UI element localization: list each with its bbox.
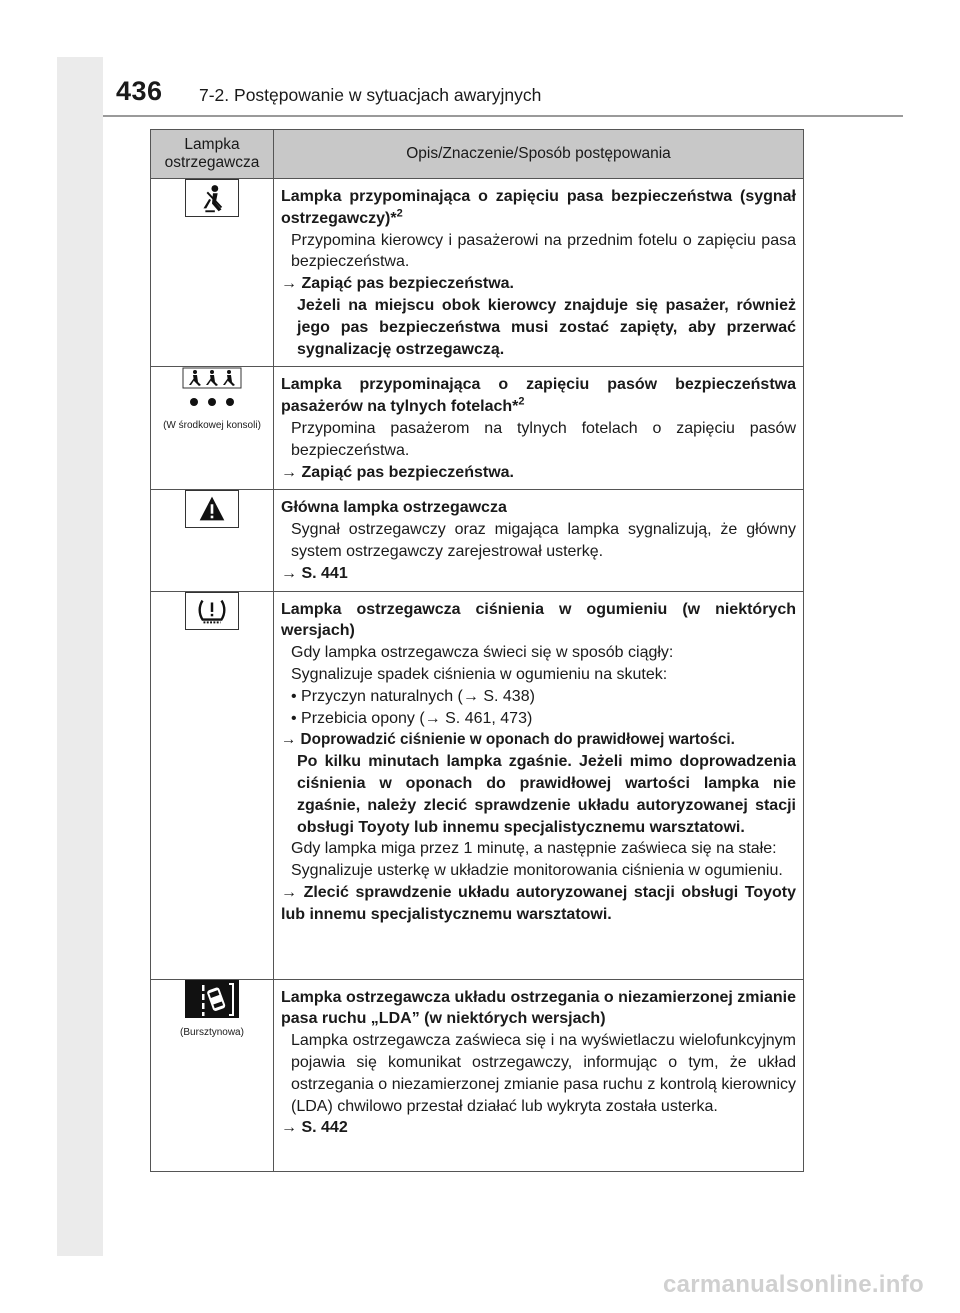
side-band bbox=[57, 57, 103, 1256]
table-row bbox=[151, 179, 804, 367]
row-description: Przypomina pasażerom na tylnych fotelach o zapięciu pasów bezpieczeństwa. bbox=[291, 419, 796, 459]
table-header-row bbox=[151, 130, 804, 179]
row-action: → Zlecić sprawdzenie układu autoryzowanej stacji obsługi Toyoty lub innemu specjalistycznemu warsztatowi. bbox=[281, 883, 797, 923]
row-action: → S. 441 bbox=[281, 564, 348, 582]
icon-cell bbox=[151, 179, 274, 367]
table-row bbox=[151, 490, 804, 591]
table-row bbox=[151, 367, 804, 490]
row-description: Sygnalizuje usterkę w układzie monitorowania ciśnienia w ogumieniu. bbox=[291, 862, 783, 880]
master-warning-icon bbox=[185, 490, 239, 528]
row-description: Gdy lampka miga przez 1 minutę, a następnie zaświeca się na stałe: bbox=[291, 840, 777, 858]
row-title: Lampka ostrzegawcza ciśnienia w ogumieniu (w niektórych wersjach) bbox=[281, 600, 796, 640]
table-row bbox=[151, 591, 804, 979]
tire-pressure-warning-icon bbox=[185, 592, 239, 630]
icon-cell bbox=[151, 367, 274, 490]
icon-cell bbox=[151, 490, 274, 591]
row-description: Sygnalizuje spadek ciśnienia w ogumieniu na skutek: bbox=[291, 665, 668, 683]
seatbelt-reminder-icon bbox=[185, 179, 239, 217]
header-rule bbox=[103, 115, 903, 117]
row-action: → Zapiąć pas bezpieczeństwa. bbox=[281, 463, 514, 481]
row-action: → Doprowadzić ciśnienie w oponach do prawidłowej wartości. bbox=[281, 731, 735, 749]
icon-cell bbox=[151, 979, 274, 1171]
warning-lights-table bbox=[150, 129, 804, 1172]
row-description: Lampka ostrzegawcza zaświeca się i na wyświetlaczu wielofunkcyjnym pojawia się komunikat ostrzegawczy, informując o tym, że układ ostrzegania o niezamierzonej zmianie pasa ruchu z kontrolą kierownicy (LDA) chwilowo przestał działać lub wykryta została usterka. bbox=[291, 1032, 796, 1115]
page-number: 436 bbox=[116, 76, 163, 106]
col-header-description: Opis/Znaczenie/Sposób postępowania bbox=[274, 130, 804, 179]
description-cell bbox=[274, 979, 804, 1171]
icon-cell bbox=[151, 591, 274, 979]
col-header-warning-light: Lampka ostrzegawcza bbox=[151, 130, 274, 179]
row-action-continued: Jeżeli na miejscu obok kierowcy znajduje się pasażer, również jego pas bezpieczeństwa musi zostać zapięty, aby przerwać sygnalizację ostrzegawczą. bbox=[297, 296, 796, 358]
description-cell bbox=[274, 367, 804, 490]
row-title: Lampka przypominająca o zapięciu pasów bezpieczeństwa pasażerów na tylnych fotelach*$^2$ bbox=[281, 376, 796, 416]
row-title: Lampka ostrzegawcza układu ostrzegania o niezamierzonej zmianie pasa ruchu „LDA” (w niektórych wersjach) bbox=[281, 988, 796, 1028]
icon-caption: (Bursztynowa) bbox=[180, 1026, 244, 1038]
table-row bbox=[151, 979, 804, 1171]
rear-seatbelt-reminder-icon bbox=[182, 367, 242, 411]
chapter-title: 7-2. Postępowanie w sytuacjach awaryjnych bbox=[199, 85, 542, 105]
bullet-item: • Przyczyn naturalnych (→ S. 438) bbox=[291, 687, 535, 705]
row-description: Przypomina kierowcy i pasażerowi na przednim fotelu o zapięciu pasa bezpieczeństwa. bbox=[291, 231, 796, 271]
row-action-continued: Po kilku minutach lampka zgaśnie. Jeżeli mimo doprowadzenia ciśnienia w oponach do prawidłowej wartości lampka nie zgaśnie, należy zlecić sprawdzenie układu autoryzowanej stacji obsługi Toyoty lub innemu specjalistycznemu warsztatowi. bbox=[297, 753, 796, 836]
row-title: Lampka przypominająca o zapięciu pasa bezpieczeństwa (sygnał ostrzegawczy)*$^2$ bbox=[281, 188, 796, 227]
row-description: Sygnał ostrzegawczy oraz migająca lampka sygnalizują, że główny system ostrzegawczy zarejestrował usterkę. bbox=[291, 521, 796, 560]
description-cell bbox=[274, 591, 804, 979]
description-cell bbox=[274, 490, 804, 591]
bullet-item: • Przebicia opony (→ S. 461, 473) bbox=[291, 709, 533, 727]
watermark: carmanualsonline.info bbox=[662, 1271, 924, 1298]
lane-departure-alert-icon bbox=[185, 980, 239, 1018]
row-action: → Zapiąć pas bezpieczeństwa. bbox=[281, 275, 514, 293]
row-description: Gdy lampka ostrzegawcza świeci się w sposób ciągły: bbox=[291, 644, 674, 662]
icon-caption: (W środkowej konsoli) bbox=[163, 420, 261, 432]
row-action: → S. 442 bbox=[281, 1119, 348, 1137]
row-title: Główna lampka ostrzegawcza bbox=[281, 499, 507, 517]
description-cell bbox=[274, 179, 804, 367]
